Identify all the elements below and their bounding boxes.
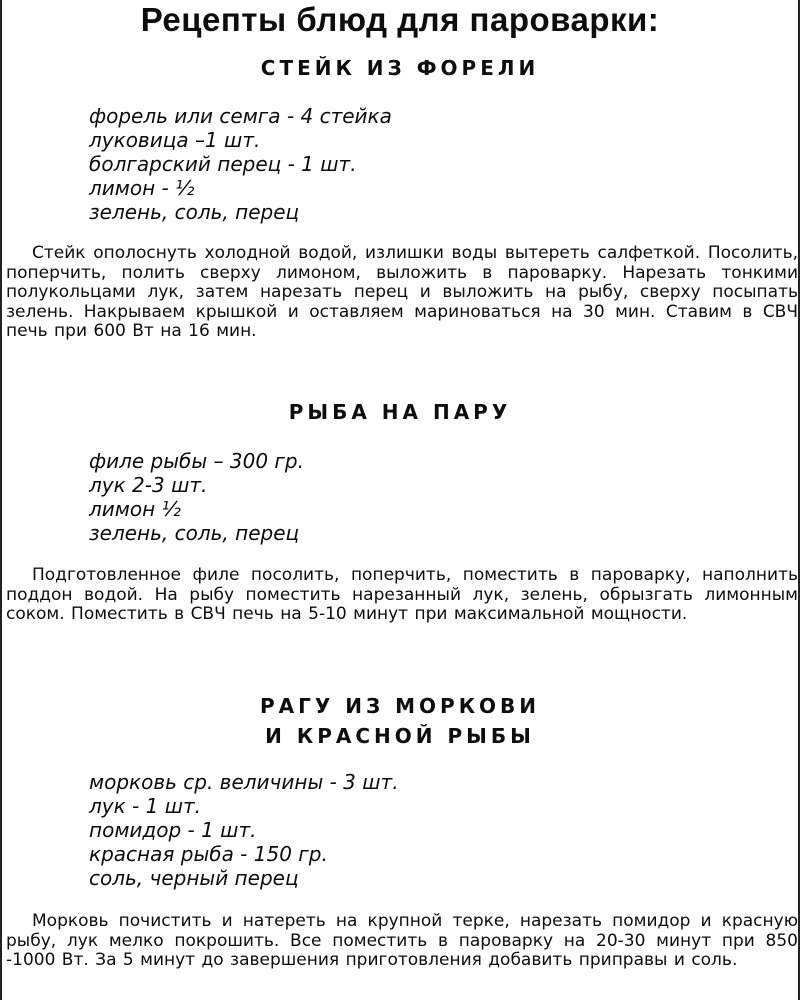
ingredient-item: соль, черный перец [89, 866, 299, 890]
ingredient-item: зелень, соль, перец [89, 521, 300, 545]
recipe-title-carrot-fish-stew: РАГУ ИЗ МОРКОВИ [259, 694, 541, 718]
ingredients-list-steamed-fish [89, 449, 304, 545]
recipe-title-carrot-fish-stew-line2: И КРАСНОЙ РЫБЫ [265, 724, 535, 748]
ingredient-item: филе рыбы – 300 гр. [89, 449, 304, 473]
ingredient-item: болгарский перец - 1 шт. [89, 152, 357, 176]
ingredient-item: помидор - 1 шт. [89, 818, 257, 842]
page-title: Рецепты блюд для пароварки: [140, 1, 660, 38]
ingredient-item: лимон - ½ [89, 176, 195, 200]
ingredient-item: лук - 1 шт. [89, 794, 202, 818]
instructions-carrot-fish-stew: Морковь почистить и натереть на крупной терке, нарезать помидор и красную рыбу, лук мелко покрошить. Все поместить в пароварку на 20-30 минут при 850 -1000 Вт. За 5 минут до завершения приготовления добавить приправы и соль. [6, 911, 798, 970]
ingredient-item: лимон ½ [89, 497, 181, 521]
recipe-title-steamed-fish: РЫБА НА ПАРУ [288, 400, 512, 424]
ingredients-list-carrot-fish-stew [89, 770, 399, 890]
instructions-steamed-fish: Подготовленное филе посолить, поперчить, поместить в пароварку, наполнить поддон водой. На рыбу поместить нарезанный лук, зелень, обрызгать лимонным соком. Поместить в СВЧ печь на 5-10 минут при максимальной мощности. [6, 565, 798, 624]
ingredient-item: красная рыба - 150 гр. [89, 842, 328, 866]
ingredients-list-trout-steak [89, 104, 392, 224]
ingredient-item: лук 2-3 шт. [89, 473, 208, 497]
ingredient-item: форель или семга - 4 стейка [89, 104, 392, 128]
ingredient-item: зелень, соль, перец [89, 200, 300, 224]
recipe-title-trout-steak: СТЕЙК ИЗ ФОРЕЛИ [260, 56, 540, 80]
ingredient-item: луковица –1 шт. [89, 128, 261, 152]
ingredient-item: морковь ср. величины - 3 шт. [89, 770, 399, 794]
instructions-trout-steak: Стейк ополоснуть холодной водой, излишки воды вытереть салфеткой. Посолить, поперчить, полить сверху лимоном, выложить в пароварку. Нарезать тонкими полукольцами лук, затем нарезать перец и выложить на рыбу, сверху посыпать зелень. Накрываем крышкой и оставляем мариноваться на 30 мин. Ставим в СВЧ печь при 600 Вт на 16 мин. [6, 243, 798, 341]
